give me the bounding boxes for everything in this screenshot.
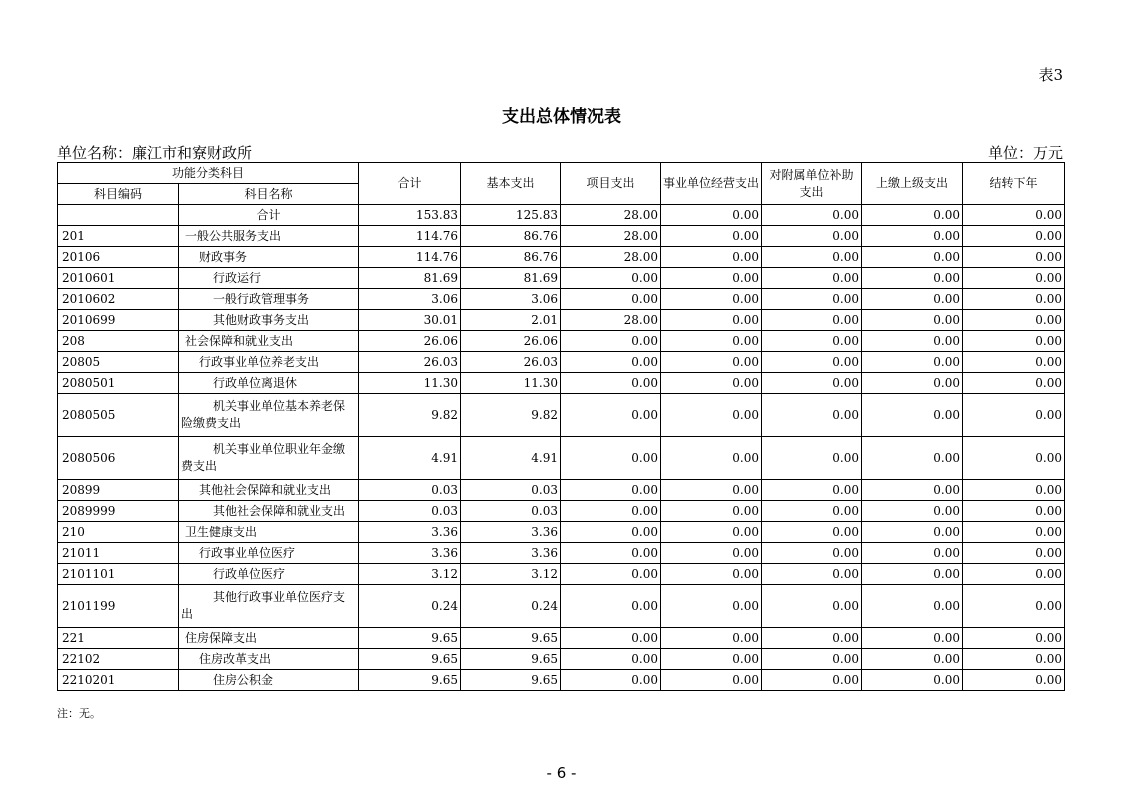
cell-project: 28.00: [561, 310, 661, 331]
cell-name: 其他行政事业单位医疗支出: [179, 585, 359, 628]
cell-code: 21011: [58, 543, 179, 564]
cell-subsidy: 0.00: [762, 373, 862, 394]
cell-code: 2089999: [58, 501, 179, 522]
cell-total: 81.69: [359, 268, 461, 289]
cell-project: 0.00: [561, 331, 661, 352]
cell-carry: 0.00: [963, 649, 1065, 670]
cell-project: 0.00: [561, 564, 661, 585]
cell-name: 卫生健康支出: [179, 522, 359, 543]
cell-basic: 9.82: [461, 394, 561, 437]
cell-subsidy: 0.00: [762, 564, 862, 585]
header-code: 科目编码: [58, 184, 179, 205]
cell-project: 0.00: [561, 628, 661, 649]
currency-unit: 单位：万元: [987, 144, 1063, 162]
cell-total: 153.83: [359, 205, 461, 226]
cell-subsidy: 0.00: [762, 585, 862, 628]
cell-basic: 26.06: [461, 331, 561, 352]
cell-subsidy: 0.00: [762, 649, 862, 670]
cell-name: 其他财政事务支出: [179, 310, 359, 331]
cell-basic: 86.76: [461, 226, 561, 247]
cell-basic: 0.03: [461, 501, 561, 522]
cell-carry: 0.00: [963, 289, 1065, 310]
cell-total: 4.91: [359, 437, 461, 480]
cell-code: 2080506: [58, 437, 179, 480]
cell-total: 0.03: [359, 501, 461, 522]
cell-code: 2101199: [58, 585, 179, 628]
cell-code: [58, 205, 179, 226]
cell-business: 0.00: [661, 310, 762, 331]
cell-name: 行政运行: [179, 268, 359, 289]
cell-project: 0.00: [561, 437, 661, 480]
table-row: [58, 247, 1065, 268]
cell-total: 0.03: [359, 480, 461, 501]
cell-basic: 125.83: [461, 205, 561, 226]
header-subsidy: 对附属单位补助支出: [762, 163, 862, 205]
table-row: [58, 226, 1065, 247]
cell-name: 行政单位离退休: [179, 373, 359, 394]
cell-carry: 0.00: [963, 331, 1065, 352]
cell-business: 0.00: [661, 628, 762, 649]
cell-higher: 0.00: [862, 522, 963, 543]
table-row: [58, 585, 1065, 628]
table-row: [58, 310, 1065, 331]
footnote: 注：无。: [57, 707, 101, 720]
cell-project: 0.00: [561, 352, 661, 373]
cell-project: 0.00: [561, 670, 661, 691]
cell-total: 26.06: [359, 331, 461, 352]
table-row: [58, 268, 1065, 289]
cell-higher: 0.00: [862, 310, 963, 331]
cell-subsidy: 0.00: [762, 331, 862, 352]
cell-carry: 0.00: [963, 310, 1065, 331]
page-title: 支出总体情况表: [502, 107, 621, 127]
cell-subsidy: 0.00: [762, 437, 862, 480]
cell-business: 0.00: [661, 564, 762, 585]
cell-higher: 0.00: [862, 226, 963, 247]
cell-name: 行政事业单位养老支出: [179, 352, 359, 373]
cell-code: 201: [58, 226, 179, 247]
cell-name: 住房保障支出: [179, 628, 359, 649]
cell-business: 0.00: [661, 205, 762, 226]
cell-business: 0.00: [661, 394, 762, 437]
table-row: [58, 501, 1065, 522]
cell-carry: 0.00: [963, 437, 1065, 480]
cell-basic: 0.24: [461, 585, 561, 628]
cell-business: 0.00: [661, 670, 762, 691]
cell-higher: 0.00: [862, 247, 963, 268]
table-row: [58, 670, 1065, 691]
cell-name: 社会保障和就业支出: [179, 331, 359, 352]
table-row: [58, 564, 1065, 585]
cell-basic: 3.36: [461, 522, 561, 543]
cell-basic: 2.01: [461, 310, 561, 331]
cell-business: 0.00: [661, 585, 762, 628]
cell-higher: 0.00: [862, 480, 963, 501]
cell-code: 20805: [58, 352, 179, 373]
cell-higher: 0.00: [862, 649, 963, 670]
cell-code: 22102: [58, 649, 179, 670]
cell-code: 2080501: [58, 373, 179, 394]
cell-project: 0.00: [561, 501, 661, 522]
cell-subsidy: 0.00: [762, 480, 862, 501]
cell-carry: 0.00: [963, 628, 1065, 649]
cell-carry: 0.00: [963, 268, 1065, 289]
cell-project: 0.00: [561, 480, 661, 501]
table-row: [58, 543, 1065, 564]
cell-higher: 0.00: [862, 628, 963, 649]
header-name: 科目名称: [179, 184, 359, 205]
cell-name: 其他社会保障和就业支出: [179, 480, 359, 501]
page-number: - 6 -: [546, 764, 577, 782]
cell-business: 0.00: [661, 268, 762, 289]
header-carry: 结转下年: [963, 163, 1065, 205]
cell-total: 9.65: [359, 628, 461, 649]
cell-code: 2010699: [58, 310, 179, 331]
header-basic: 基本支出: [461, 163, 561, 205]
cell-subsidy: 0.00: [762, 247, 862, 268]
cell-name: 合计: [179, 205, 359, 226]
cell-carry: 0.00: [963, 522, 1065, 543]
cell-name: 行政单位医疗: [179, 564, 359, 585]
table-row: [58, 289, 1065, 310]
cell-business: 0.00: [661, 289, 762, 310]
cell-code: 2101101: [58, 564, 179, 585]
cell-project: 28.00: [561, 205, 661, 226]
cell-project: 0.00: [561, 543, 661, 564]
cell-higher: 0.00: [862, 331, 963, 352]
cell-project: 0.00: [561, 394, 661, 437]
cell-name: 机关事业单位基本养老保险缴费支出: [179, 394, 359, 437]
cell-total: 11.30: [359, 373, 461, 394]
cell-higher: 0.00: [862, 437, 963, 480]
table-row: [58, 373, 1065, 394]
cell-basic: 3.36: [461, 543, 561, 564]
header-total: 合计: [359, 163, 461, 205]
cell-basic: 3.12: [461, 564, 561, 585]
table-row: [58, 437, 1065, 480]
cell-business: 0.00: [661, 649, 762, 670]
cell-business: 0.00: [661, 522, 762, 543]
table-row: [58, 480, 1065, 501]
cell-name: 机关事业单位职业年金缴费支出: [179, 437, 359, 480]
cell-carry: 0.00: [963, 226, 1065, 247]
cell-project: 0.00: [561, 649, 661, 670]
cell-code: 20899: [58, 480, 179, 501]
cell-total: 9.65: [359, 670, 461, 691]
cell-total: 3.12: [359, 564, 461, 585]
cell-basic: 0.03: [461, 480, 561, 501]
cell-project: 0.00: [561, 373, 661, 394]
cell-project: 28.00: [561, 247, 661, 268]
cell-basic: 9.65: [461, 670, 561, 691]
cell-subsidy: 0.00: [762, 352, 862, 373]
cell-business: 0.00: [661, 501, 762, 522]
cell-code: 2010601: [58, 268, 179, 289]
cell-higher: 0.00: [862, 268, 963, 289]
cell-carry: 0.00: [963, 670, 1065, 691]
cell-total: 3.36: [359, 543, 461, 564]
cell-carry: 0.00: [963, 394, 1065, 437]
cell-carry: 0.00: [963, 543, 1065, 564]
cell-higher: 0.00: [862, 205, 963, 226]
cell-business: 0.00: [661, 226, 762, 247]
cell-higher: 0.00: [862, 564, 963, 585]
cell-code: 210: [58, 522, 179, 543]
header-project: 项目支出: [561, 163, 661, 205]
cell-carry: 0.00: [963, 585, 1065, 628]
cell-name: 一般公共服务支出: [179, 226, 359, 247]
cell-code: 2210201: [58, 670, 179, 691]
cell-basic: 9.65: [461, 628, 561, 649]
cell-name: 其他社会保障和就业支出: [179, 501, 359, 522]
cell-subsidy: 0.00: [762, 543, 862, 564]
cell-business: 0.00: [661, 247, 762, 268]
cell-total: 9.82: [359, 394, 461, 437]
table-row: [58, 205, 1065, 226]
cell-basic: 86.76: [461, 247, 561, 268]
cell-higher: 0.00: [862, 394, 963, 437]
cell-basic: 26.03: [461, 352, 561, 373]
cell-basic: 11.30: [461, 373, 561, 394]
cell-business: 0.00: [661, 331, 762, 352]
cell-business: 0.00: [661, 352, 762, 373]
table-number: 表3: [1038, 66, 1063, 84]
cell-subsidy: 0.00: [762, 310, 862, 331]
cell-project: 0.00: [561, 289, 661, 310]
cell-name: 住房公积金: [179, 670, 359, 691]
cell-project: 0.00: [561, 522, 661, 543]
cell-project: 0.00: [561, 585, 661, 628]
cell-subsidy: 0.00: [762, 628, 862, 649]
cell-code: 221: [58, 628, 179, 649]
cell-basic: 4.91: [461, 437, 561, 480]
cell-business: 0.00: [661, 543, 762, 564]
cell-project: 28.00: [561, 226, 661, 247]
cell-name: 一般行政管理事务: [179, 289, 359, 310]
cell-carry: 0.00: [963, 205, 1065, 226]
cell-code: 208: [58, 331, 179, 352]
header-category: 功能分类科目: [58, 163, 359, 184]
cell-carry: 0.00: [963, 501, 1065, 522]
cell-carry: 0.00: [963, 373, 1065, 394]
cell-subsidy: 0.00: [762, 205, 862, 226]
cell-total: 26.03: [359, 352, 461, 373]
cell-subsidy: 0.00: [762, 522, 862, 543]
cell-total: 114.76: [359, 247, 461, 268]
table-row: [58, 649, 1065, 670]
cell-total: 30.01: [359, 310, 461, 331]
table-row: [58, 522, 1065, 543]
cell-carry: 0.00: [963, 247, 1065, 268]
cell-code: 2010602: [58, 289, 179, 310]
cell-carry: 0.00: [963, 480, 1065, 501]
cell-higher: 0.00: [862, 352, 963, 373]
cell-code: 20106: [58, 247, 179, 268]
table-body: [58, 205, 1065, 691]
cell-total: 3.36: [359, 522, 461, 543]
cell-total: 9.65: [359, 649, 461, 670]
cell-name: 行政事业单位医疗: [179, 543, 359, 564]
cell-code: 2080505: [58, 394, 179, 437]
header-business: 事业单位经营支出: [661, 163, 762, 205]
cell-higher: 0.00: [862, 670, 963, 691]
cell-total: 3.06: [359, 289, 461, 310]
cell-business: 0.00: [661, 437, 762, 480]
header-higher: 上缴上级支出: [862, 163, 963, 205]
cell-basic: 81.69: [461, 268, 561, 289]
cell-basic: 3.06: [461, 289, 561, 310]
cell-business: 0.00: [661, 373, 762, 394]
cell-higher: 0.00: [862, 585, 963, 628]
cell-subsidy: 0.00: [762, 394, 862, 437]
unit-name: 单位名称：廉江市和寮财政所: [57, 144, 253, 162]
cell-business: 0.00: [661, 480, 762, 501]
expenditure-table: [57, 162, 1065, 691]
cell-carry: 0.00: [963, 352, 1065, 373]
table-row: [58, 628, 1065, 649]
cell-subsidy: 0.00: [762, 226, 862, 247]
cell-higher: 0.00: [862, 543, 963, 564]
table-row: [58, 394, 1065, 437]
cell-subsidy: 0.00: [762, 670, 862, 691]
cell-basic: 9.65: [461, 649, 561, 670]
cell-name: 住房改革支出: [179, 649, 359, 670]
table-row: [58, 331, 1065, 352]
cell-carry: 0.00: [963, 564, 1065, 585]
table-row: [58, 352, 1065, 373]
cell-higher: 0.00: [862, 289, 963, 310]
cell-project: 0.00: [561, 268, 661, 289]
cell-name: 财政事务: [179, 247, 359, 268]
cell-higher: 0.00: [862, 373, 963, 394]
cell-subsidy: 0.00: [762, 268, 862, 289]
cell-subsidy: 0.00: [762, 289, 862, 310]
cell-higher: 0.00: [862, 501, 963, 522]
cell-total: 0.24: [359, 585, 461, 628]
cell-subsidy: 0.00: [762, 501, 862, 522]
cell-total: 114.76: [359, 226, 461, 247]
